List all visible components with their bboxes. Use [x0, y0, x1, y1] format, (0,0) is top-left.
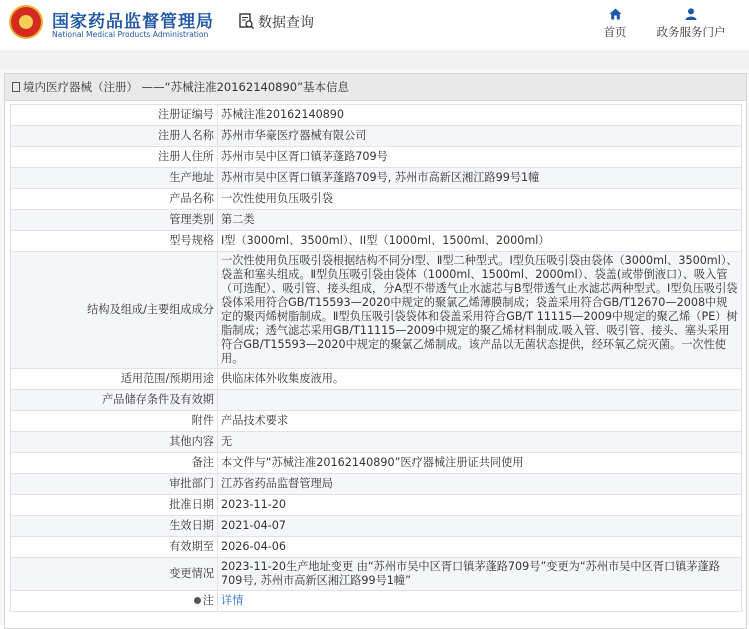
field-value: 一次性使用负压吸引袋: [218, 189, 742, 210]
table-row: [11, 495, 742, 516]
document-search-icon: [239, 13, 254, 30]
field-value: 无: [218, 432, 742, 453]
table-row: [11, 390, 742, 411]
field-label: 适用范围/预期用途: [11, 369, 218, 390]
detail-table: [10, 104, 742, 612]
field-value: 江苏省药品监督管理局: [218, 474, 742, 495]
nav-service-portal-label: 政务服务门户: [656, 25, 726, 39]
sub-bar: [0, 50, 749, 70]
document-icon: [12, 82, 20, 92]
field-value: 产品技术要求: [218, 411, 742, 432]
field-label: 注册人住所: [11, 147, 218, 168]
field-label: 产品储存条件及有效期: [11, 390, 218, 411]
field-label: 批准日期: [11, 495, 218, 516]
field-label: 结构及组成/主要组成成分: [11, 252, 218, 369]
panel-title: 境内医疗器械（注册） ——“苏械注准20162140890”基本信息: [23, 80, 350, 94]
content-area: [0, 69, 749, 625]
site-title: 国家药品监督管理局: [52, 12, 214, 32]
details-link[interactable]: 详情: [221, 594, 244, 607]
field-value: 苏州市吴中区胥口镇茅蓬路709号: [218, 147, 742, 168]
field-label: 注册人名称: [11, 126, 218, 147]
note-label: 注: [202, 594, 214, 607]
field-label: 附件: [11, 411, 218, 432]
field-label: 管理类别: [11, 210, 218, 231]
table-row: [11, 537, 742, 558]
field-value: I型（3000ml、3500ml）、II型（1000ml、1500ml、2000ml）: [218, 231, 742, 252]
field-label: 备注: [11, 453, 218, 474]
nav-service-portal[interactable]: [652, 6, 730, 40]
table-row: [11, 453, 742, 474]
field-value: 苏州市华豪医疗器械有限公司: [218, 126, 742, 147]
home-icon: [609, 8, 622, 20]
note-value: [218, 591, 742, 612]
table-row: [11, 210, 742, 231]
field-label: 有效期至: [11, 537, 218, 558]
field-label: 审批部门: [11, 474, 218, 495]
table-row: [11, 369, 742, 390]
note-label-cell: [11, 591, 218, 612]
emblem-logo: [9, 5, 43, 39]
site-subtitle: National Medical Products Administration: [52, 30, 209, 39]
table-row: [11, 147, 742, 168]
panel-header: [5, 74, 746, 101]
table-row: [11, 558, 742, 591]
detail-panel: [4, 73, 747, 629]
field-value: 第二类: [218, 210, 742, 231]
table-row: [11, 411, 742, 432]
table-row: [11, 516, 742, 537]
field-value: 本文件与“苏械注准20162140890”医疗器械注册证共同使用: [218, 453, 742, 474]
table-row: [11, 474, 742, 495]
table-row: [11, 189, 742, 210]
field-label: 注册证编号: [11, 105, 218, 126]
field-value: 2021-04-07: [218, 516, 742, 537]
field-value: 2023-11-20: [218, 495, 742, 516]
field-label: 产品名称: [11, 189, 218, 210]
info-bulb-icon: [194, 597, 201, 604]
field-value: 2023-11-20生产地址变更 由“苏州市吴中区胥口镇茅蓬路709号”变更为“苏州市吴中区胥口镇茅蓬路709号, 苏州市高新区湘江路99号1幢”: [218, 558, 742, 591]
user-icon: [685, 8, 697, 20]
table-row: [11, 126, 742, 147]
field-value: 2026-04-06: [218, 537, 742, 558]
site-header: [0, 0, 749, 50]
table-row: [11, 168, 742, 189]
table-row: [11, 432, 742, 453]
table-row: [11, 231, 742, 252]
field-value: 供临床体外收集废液用。: [218, 369, 742, 390]
field-label: 其他内容: [11, 432, 218, 453]
nav-home[interactable]: [598, 6, 632, 40]
field-value: 苏械注准20162140890: [218, 105, 742, 126]
field-label: 生产地址: [11, 168, 218, 189]
query-title: 数据查询: [258, 15, 314, 31]
table-row: [11, 105, 742, 126]
field-label: 变更情况: [11, 558, 218, 591]
nav-home-label: 首页: [603, 25, 627, 39]
field-label: 生效日期: [11, 516, 218, 537]
field-value: 一次性使用负压吸引袋根据结构不同分Ⅰ型、Ⅱ型二种型式。Ⅰ型负压吸引袋由袋体（3000ml、3500ml）、袋盖和塞头组成。Ⅱ型负压吸引袋由袋体（1000ml、1500ml、2000ml）、袋盖(或带倒液口）、吸入管（可选配）、吸引管、接头组成，分A型不带透气止水滤芯与B型带透气止水滤芯两种型式。Ⅰ型负压吸引袋袋体采用符合GB/T15593—2020中规定的聚氯乙烯薄膜制成；袋盖采用符合GB/T12670—2008中规定的聚丙烯树脂制成。Ⅱ型负压吸引袋袋体和袋盖采用符合GB/T 11115—2009中规定的聚乙烯（PE）树脂制成；透气滤芯采用GB/T11115—2009中规定的聚乙烯材料制成.吸入管、吸引管、接头、塞头采用符合GB/T15593—2020中规定的聚氯乙烯制成。该产品以无菌状态提供，经环氧乙烷灭菌。一次性使用。: [218, 252, 742, 369]
table-row: [11, 252, 742, 369]
field-value: 苏州市吴中区胥口镇茅蓬路709号, 苏州市高新区湘江路99号1幢: [218, 168, 742, 189]
field-value: [218, 390, 742, 411]
field-label: 型号规格: [11, 231, 218, 252]
table-row: [11, 591, 742, 612]
